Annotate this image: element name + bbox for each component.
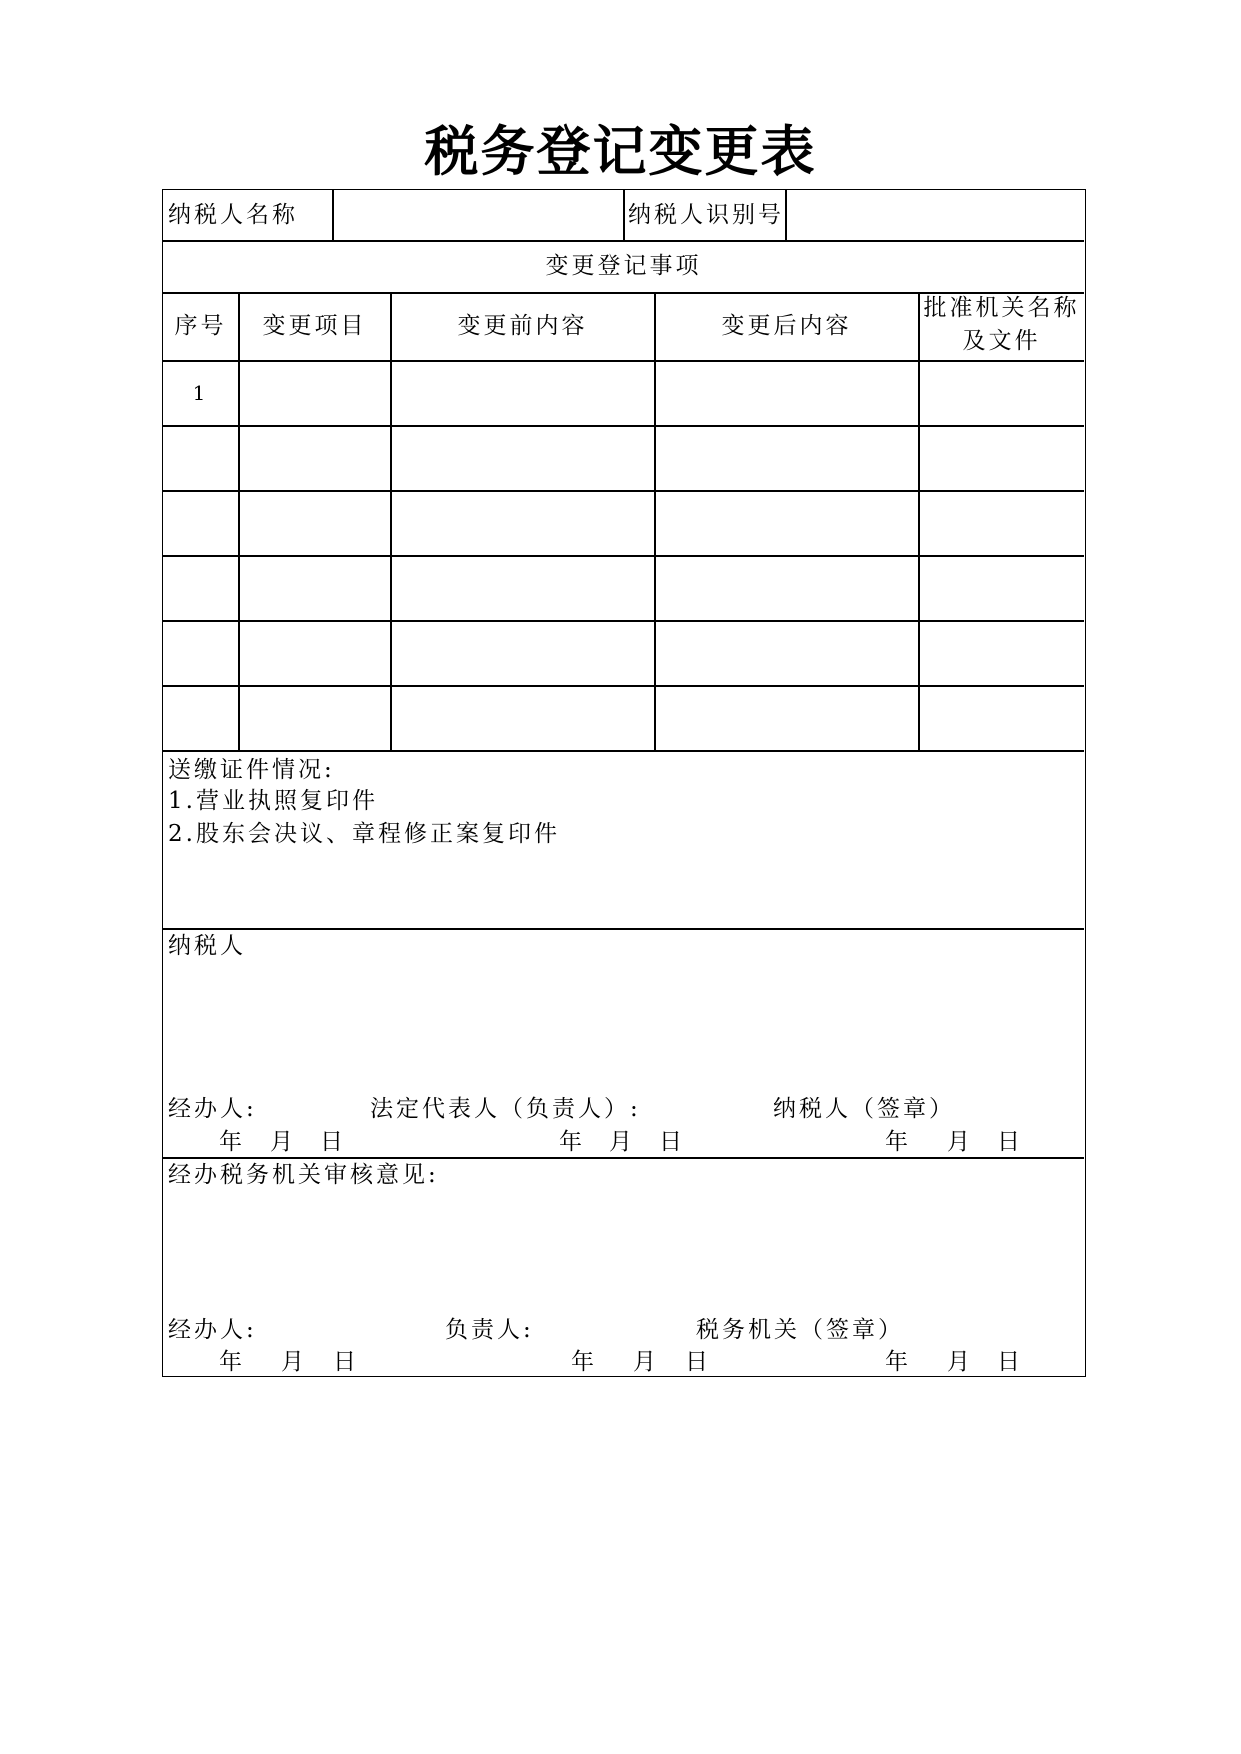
col-divider <box>785 190 787 240</box>
date-year-label: 年 <box>219 1129 245 1155</box>
page-title: 税务登记变更表 <box>424 120 817 183</box>
row-approval-cell[interactable] <box>923 573 1079 603</box>
row-item-cell[interactable] <box>243 703 385 733</box>
row-item-cell[interactable] <box>243 638 385 668</box>
date-day-label: 日 <box>685 1349 711 1375</box>
row-seq-cell: 1 <box>192 381 209 405</box>
taxpayer-stamp-label: 纳税人（签章） <box>773 1096 955 1122</box>
date-month-label: 月 <box>609 1129 635 1155</box>
date-year-label: 年 <box>885 1349 911 1375</box>
row-after-cell[interactable] <box>659 703 913 733</box>
row-divider <box>163 555 1084 557</box>
row-approval-cell[interactable] <box>923 443 1079 473</box>
authority-heading: 经办税务机关审核意见: <box>168 1162 439 1188</box>
col-divider <box>238 292 240 750</box>
col-divider <box>390 292 392 750</box>
document-item: 2.股东会决议、章程修正案复印件 <box>168 821 560 847</box>
date-month-label: 月 <box>633 1349 659 1375</box>
taxpayer-id-label: 纳税人识别号 <box>628 202 784 228</box>
row-divider <box>163 240 1084 242</box>
col-divider <box>623 190 625 240</box>
authority-handler-label: 经办人: <box>168 1317 257 1343</box>
column-header-approval-line2: 及文件 <box>962 328 1041 354</box>
row-divider <box>163 928 1084 930</box>
row-before-cell[interactable] <box>395 378 649 408</box>
row-after-cell[interactable] <box>659 378 913 408</box>
legal-representative-label: 法定代表人（负责人）: <box>370 1096 641 1122</box>
row-divider <box>163 490 1084 492</box>
column-header-approval-line1: 批准机关名称 <box>923 295 1080 321</box>
row-item-cell[interactable] <box>243 378 385 408</box>
column-header-seq: 序号 <box>174 313 227 339</box>
col-divider <box>654 292 656 750</box>
row-divider <box>163 1157 1084 1159</box>
col-divider <box>918 292 920 750</box>
row-divider <box>163 750 1084 752</box>
documents-heading: 送缴证件情况: <box>168 757 335 783</box>
date-month-label: 月 <box>947 1349 973 1375</box>
row-approval-cell[interactable] <box>923 508 1079 538</box>
date-year-label: 年 <box>885 1129 911 1155</box>
column-header-item: 变更项目 <box>262 313 367 339</box>
authority-responsible-label: 负责人: <box>445 1317 534 1343</box>
date-month-label: 月 <box>270 1129 296 1155</box>
row-divider <box>163 360 1084 362</box>
date-day-label: 日 <box>997 1129 1023 1155</box>
date-year-label: 年 <box>219 1349 245 1375</box>
date-month-label: 月 <box>281 1349 307 1375</box>
row-after-cell[interactable] <box>659 573 913 603</box>
row-approval-cell[interactable] <box>923 703 1079 733</box>
taxpayer-handler-label: 经办人: <box>168 1096 257 1122</box>
row-before-cell[interactable] <box>395 703 649 733</box>
taxpayer-heading: 纳税人 <box>168 933 246 959</box>
column-header-after: 变更后内容 <box>721 313 852 339</box>
row-after-cell[interactable] <box>659 508 913 538</box>
date-year-label: 年 <box>571 1349 597 1375</box>
row-divider <box>163 425 1084 427</box>
date-day-label: 日 <box>333 1349 359 1375</box>
row-divider <box>163 685 1084 687</box>
authority-stamp-label: 税务机关（签章） <box>696 1317 904 1343</box>
taxpayer-name-label: 纳税人名称 <box>168 202 298 228</box>
row-before-cell[interactable] <box>395 508 649 538</box>
column-header-before: 变更前内容 <box>457 313 588 339</box>
row-divider <box>163 620 1084 622</box>
row-item-cell[interactable] <box>243 508 385 538</box>
date-day-label: 日 <box>997 1349 1023 1375</box>
row-before-cell[interactable] <box>395 638 649 668</box>
document-item: 1.营业执照复印件 <box>168 788 378 814</box>
row-before-cell[interactable] <box>395 573 649 603</box>
row-before-cell[interactable] <box>395 443 649 473</box>
date-day-label: 日 <box>320 1129 346 1155</box>
date-day-label: 日 <box>659 1129 685 1155</box>
date-month-label: 月 <box>947 1129 973 1155</box>
row-approval-cell[interactable] <box>923 638 1079 668</box>
row-item-cell[interactable] <box>243 443 385 473</box>
row-item-cell[interactable] <box>243 573 385 603</box>
date-year-label: 年 <box>559 1129 585 1155</box>
tax-registration-change-form <box>162 189 1086 1377</box>
col-divider <box>332 190 334 240</box>
row-after-cell[interactable] <box>659 638 913 668</box>
taxpayer-id-field[interactable] <box>791 200 1081 230</box>
row-after-cell[interactable] <box>659 443 913 473</box>
section-title: 变更登记事项 <box>545 253 702 279</box>
row-approval-cell[interactable] <box>923 378 1079 408</box>
taxpayer-name-field[interactable] <box>338 200 618 230</box>
